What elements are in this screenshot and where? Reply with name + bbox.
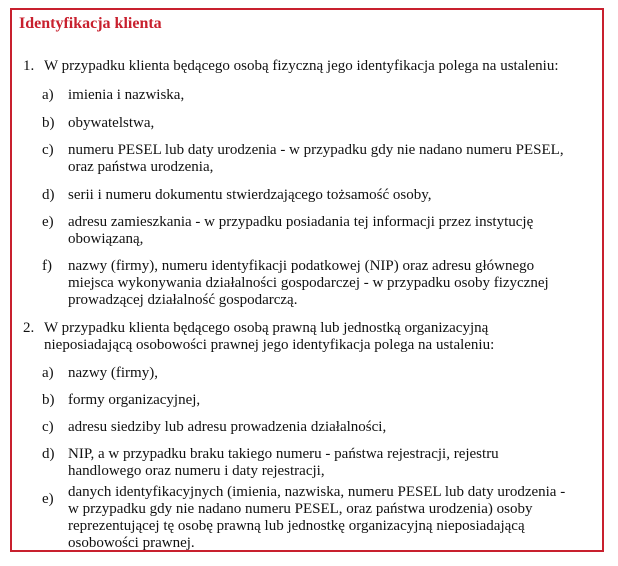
item-line: numeru PESEL lub daty urodzenia - w przypadku gdy nie nadano numeru PESEL, (68, 142, 564, 158)
item-line: obowiązaną, (68, 231, 144, 247)
section-1-number: 1. (23, 58, 35, 74)
s1-item-f (68, 258, 598, 309)
item-line: nazwy (firmy), numeru identyfikacji podatkowej (NIP) oraz adresu głównego (68, 258, 535, 274)
intro-line: W przypadku klienta będącego osobą fizyczną jego identyfikacja polega na ustaleniu: (44, 58, 559, 74)
client-identification-box (10, 8, 604, 552)
s2-item-a-label: a) (42, 365, 54, 381)
s1-item-a (68, 87, 598, 104)
item-line: imienia i nazwiska, (68, 87, 185, 103)
item-line: w przypadku gdy nie nadano numeru PESEL, oraz państwa urodzenia) osoby (68, 501, 533, 517)
section-2-number: 2. (23, 320, 35, 336)
item-line: reprezentującej tę osobę prawną lub jednostkę organizacyjną nieposiadającą (68, 518, 525, 534)
item-line: miejsca wykonywania działalności gospodarczej - w przypadku osoby fizycznej (68, 275, 549, 291)
item-line: oraz państwa urodzenia, (68, 159, 214, 175)
item-line: danych identyfikacyjnych (imienia, nazwiska, numeru PESEL lub daty urodzenia - (68, 484, 566, 500)
s2-item-b-label: b) (42, 392, 55, 408)
s2-item-c-label: c) (42, 419, 54, 435)
s1-item-e-label: e) (42, 214, 54, 230)
item-line: adresu siedziby lub adresu prowadzenia działalności, (68, 419, 387, 435)
s2-item-b (68, 392, 598, 409)
s2-item-e-label: e) (42, 491, 54, 507)
item-line: nazwy (firmy), (68, 365, 158, 381)
section-1-intro (44, 58, 600, 75)
item-line: handlowego oraz numeru i daty rejestracji, (68, 463, 325, 479)
s1-item-c (68, 142, 598, 176)
item-line: obywatelstwa, (68, 115, 155, 131)
s2-item-a (68, 365, 598, 382)
s1-item-d-label: d) (42, 187, 55, 203)
box-title: Identyfikacja klienta (19, 15, 162, 32)
item-line: prowadzącej działalność gospodarczą. (68, 292, 298, 308)
s2-item-c (68, 419, 598, 436)
s1-item-b (68, 115, 598, 132)
s1-item-e (68, 214, 598, 248)
item-line: adresu zamieszkania - w przypadku posiadania tej informacji przez instytucję (68, 214, 534, 230)
s1-item-d (68, 187, 598, 204)
item-line: formy organizacyjnej, (68, 392, 201, 408)
s1-item-c-label: c) (42, 142, 54, 158)
s2-item-d-label: d) (42, 446, 55, 462)
s1-item-b-label: b) (42, 115, 55, 131)
section-2-intro (44, 320, 600, 354)
intro-line: W przypadku klienta będącego osobą prawną lub jednostką organizacyjną (44, 320, 489, 336)
s1-item-a-label: a) (42, 87, 54, 103)
item-line: serii i numeru dokumentu stwierdzającego tożsamość osoby, (68, 187, 432, 203)
intro-line: nieposiadającą osobowości prawnej jego identyfikacja polega na ustaleniu: (44, 337, 495, 353)
item-line: NIP, a w przypadku braku takiego numeru - państwa rejestracji, rejestru (68, 446, 499, 462)
s2-item-d (68, 446, 598, 480)
s2-item-e (68, 484, 598, 552)
item-line: osobowości prawnej. (68, 535, 195, 551)
s1-item-f-label: f) (42, 258, 52, 274)
